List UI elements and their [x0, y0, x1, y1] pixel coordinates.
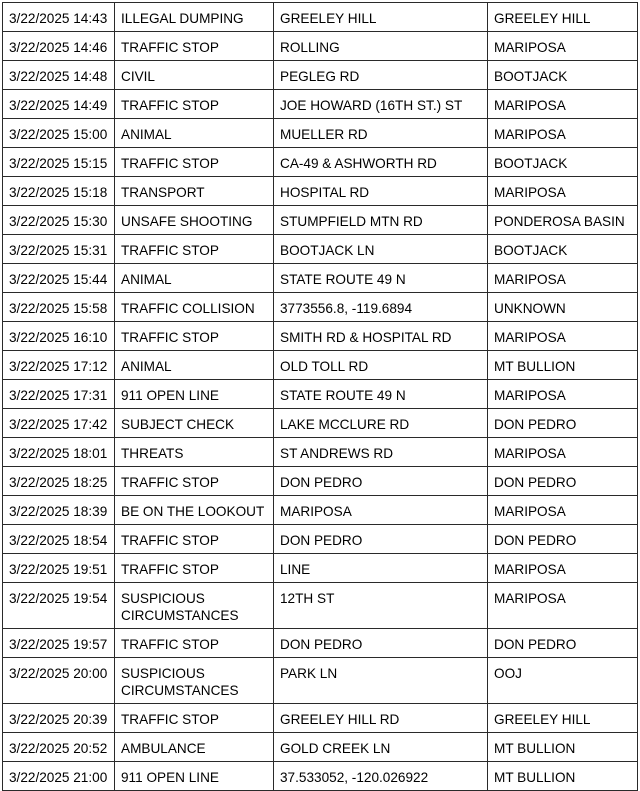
datetime-cell: 3/22/2025 15:15	[3, 148, 115, 177]
location-cell: GOLD CREEK LN	[274, 733, 488, 762]
datetime-cell: 3/22/2025 19:54	[3, 583, 115, 629]
call-type-cell: CIVIL	[115, 61, 274, 90]
table-row	[3, 90, 638, 119]
area-cell: OOJ	[488, 658, 638, 704]
datetime-cell: 3/22/2025 14:46	[3, 32, 115, 61]
location-cell: GREELEY HILL	[274, 3, 488, 32]
call-type-cell: SUBJECT CHECK	[115, 409, 274, 438]
call-type-cell: 911 OPEN LINE	[115, 380, 274, 409]
location-cell: BOOTJACK LN	[274, 235, 488, 264]
datetime-cell: 3/22/2025 17:12	[3, 351, 115, 380]
table-row	[3, 322, 638, 351]
location-cell: 37.533052, -120.026922	[274, 762, 488, 791]
location-cell: STUMPFIELD MTN RD	[274, 206, 488, 235]
call-type-cell: THREATS	[115, 438, 274, 467]
call-type-cell: 911 OPEN LINE	[115, 762, 274, 791]
datetime-cell: 3/22/2025 16:10	[3, 322, 115, 351]
call-type-cell: TRAFFIC STOP	[115, 704, 274, 733]
datetime-cell: 3/22/2025 21:00	[3, 762, 115, 791]
call-type-cell: TRAFFIC COLLISION	[115, 293, 274, 322]
datetime-cell: 3/22/2025 14:49	[3, 90, 115, 119]
table-row	[3, 658, 638, 704]
table-row	[3, 438, 638, 467]
table-row	[3, 32, 638, 61]
area-cell: DON PEDRO	[488, 467, 638, 496]
call-type-cell: SUSPICIOUS CIRCUMSTANCES	[115, 583, 274, 629]
call-type-cell: ANIMAL	[115, 351, 274, 380]
call-type-cell: BE ON THE LOOKOUT	[115, 496, 274, 525]
table-row	[3, 264, 638, 293]
table-row	[3, 704, 638, 733]
datetime-cell: 3/22/2025 19:57	[3, 629, 115, 658]
table-row	[3, 525, 638, 554]
area-cell: MARIPOSA	[488, 90, 638, 119]
table-row	[3, 148, 638, 177]
table-row	[3, 235, 638, 264]
table-row	[3, 380, 638, 409]
area-cell: DON PEDRO	[488, 629, 638, 658]
location-cell: MARIPOSA	[274, 496, 488, 525]
area-cell: DON PEDRO	[488, 409, 638, 438]
area-cell: BOOTJACK	[488, 235, 638, 264]
call-type-cell: TRANSPORT	[115, 177, 274, 206]
table-row	[3, 762, 638, 791]
call-type-cell: ANIMAL	[115, 264, 274, 293]
call-type-cell: TRAFFIC STOP	[115, 467, 274, 496]
datetime-cell: 3/22/2025 15:58	[3, 293, 115, 322]
call-type-cell: TRAFFIC STOP	[115, 629, 274, 658]
location-cell: DON PEDRO	[274, 629, 488, 658]
call-type-cell: SUSPICIOUS CIRCUMSTANCES	[115, 658, 274, 704]
area-cell: MARIPOSA	[488, 583, 638, 629]
call-type-cell: TRAFFIC STOP	[115, 525, 274, 554]
call-type-cell: TRAFFIC STOP	[115, 322, 274, 351]
area-cell: MARIPOSA	[488, 554, 638, 583]
table-row	[3, 177, 638, 206]
call-type-cell: AMBULANCE	[115, 733, 274, 762]
location-cell: 3773556.8, -119.6894	[274, 293, 488, 322]
location-cell: HOSPITAL RD	[274, 177, 488, 206]
table-row	[3, 206, 638, 235]
datetime-cell: 3/22/2025 14:43	[3, 3, 115, 32]
location-cell: JOE HOWARD (16TH ST.) ST	[274, 90, 488, 119]
area-cell: GREELEY HILL	[488, 704, 638, 733]
table-row	[3, 3, 638, 32]
location-cell: LINE	[274, 554, 488, 583]
area-cell: MT BULLION	[488, 733, 638, 762]
datetime-cell: 3/22/2025 15:00	[3, 119, 115, 148]
datetime-cell: 3/22/2025 15:18	[3, 177, 115, 206]
table-row	[3, 119, 638, 148]
table-row	[3, 61, 638, 90]
call-type-cell: UNSAFE SHOOTING	[115, 206, 274, 235]
location-cell: LAKE MCCLURE RD	[274, 409, 488, 438]
area-cell: MARIPOSA	[488, 380, 638, 409]
location-cell: PEGLEG RD	[274, 61, 488, 90]
table-row	[3, 554, 638, 583]
datetime-cell: 3/22/2025 20:52	[3, 733, 115, 762]
datetime-cell: 3/22/2025 20:39	[3, 704, 115, 733]
datetime-cell: 3/22/2025 17:31	[3, 380, 115, 409]
area-cell: GREELEY HILL	[488, 3, 638, 32]
datetime-cell: 3/22/2025 14:48	[3, 61, 115, 90]
call-type-cell: ANIMAL	[115, 119, 274, 148]
area-cell: MARIPOSA	[488, 119, 638, 148]
table-row	[3, 629, 638, 658]
area-cell: MARIPOSA	[488, 264, 638, 293]
location-cell: 12TH ST	[274, 583, 488, 629]
area-cell: UNKNOWN	[488, 293, 638, 322]
area-cell: MARIPOSA	[488, 438, 638, 467]
area-cell: MARIPOSA	[488, 32, 638, 61]
area-cell: BOOTJACK	[488, 61, 638, 90]
datetime-cell: 3/22/2025 17:42	[3, 409, 115, 438]
call-type-cell: ILLEGAL DUMPING	[115, 3, 274, 32]
area-cell: BOOTJACK	[488, 148, 638, 177]
location-cell: STATE ROUTE 49 N	[274, 264, 488, 293]
call-type-cell: TRAFFIC STOP	[115, 32, 274, 61]
datetime-cell: 3/22/2025 18:25	[3, 467, 115, 496]
location-cell: PARK LN	[274, 658, 488, 704]
datetime-cell: 3/22/2025 18:54	[3, 525, 115, 554]
location-cell: OLD TOLL RD	[274, 351, 488, 380]
location-cell: ST ANDREWS RD	[274, 438, 488, 467]
area-cell: MT BULLION	[488, 351, 638, 380]
table-row	[3, 293, 638, 322]
datetime-cell: 3/22/2025 15:31	[3, 235, 115, 264]
table-row	[3, 733, 638, 762]
location-cell: SMITH RD & HOSPITAL RD	[274, 322, 488, 351]
table-row	[3, 351, 638, 380]
incident-log-body	[3, 3, 638, 791]
location-cell: DON PEDRO	[274, 525, 488, 554]
table-row	[3, 467, 638, 496]
table-row	[3, 583, 638, 629]
area-cell: MARIPOSA	[488, 177, 638, 206]
datetime-cell: 3/22/2025 15:30	[3, 206, 115, 235]
location-cell: DON PEDRO	[274, 467, 488, 496]
location-cell: ROLLING	[274, 32, 488, 61]
area-cell: MARIPOSA	[488, 322, 638, 351]
location-cell: STATE ROUTE 49 N	[274, 380, 488, 409]
area-cell: MT BULLION	[488, 762, 638, 791]
datetime-cell: 3/22/2025 18:39	[3, 496, 115, 525]
area-cell: DON PEDRO	[488, 525, 638, 554]
location-cell: GREELEY HILL RD	[274, 704, 488, 733]
location-cell: MUELLER RD	[274, 119, 488, 148]
location-cell: CA-49 & ASHWORTH RD	[274, 148, 488, 177]
table-row	[3, 409, 638, 438]
incident-log-table	[2, 2, 638, 791]
call-type-cell: TRAFFIC STOP	[115, 554, 274, 583]
table-row	[3, 496, 638, 525]
datetime-cell: 3/22/2025 20:00	[3, 658, 115, 704]
datetime-cell: 3/22/2025 19:51	[3, 554, 115, 583]
datetime-cell: 3/22/2025 18:01	[3, 438, 115, 467]
call-type-cell: TRAFFIC STOP	[115, 90, 274, 119]
area-cell: MARIPOSA	[488, 496, 638, 525]
call-type-cell: TRAFFIC STOP	[115, 148, 274, 177]
datetime-cell: 3/22/2025 15:44	[3, 264, 115, 293]
area-cell: PONDEROSA BASIN	[488, 206, 638, 235]
call-type-cell: TRAFFIC STOP	[115, 235, 274, 264]
